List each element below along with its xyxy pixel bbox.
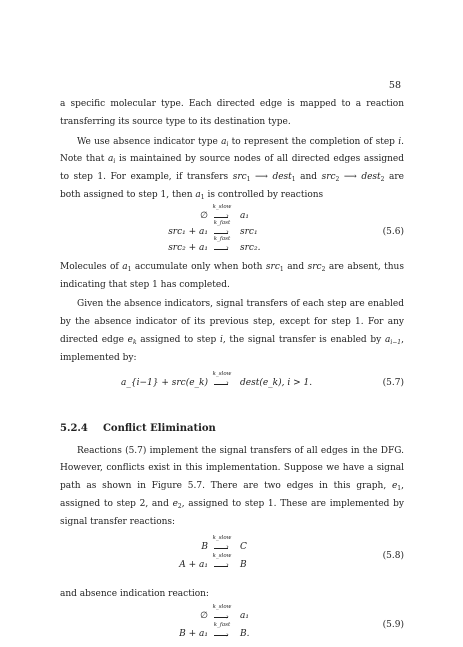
paragraph-4: Given the absence indicators, signal transfers of each step are enabled by the absence indicator of its previous step, except for step 1. For any directed edge $e_k$ assigned to step i, the signal transfer is enabled by $a_{i-1}$, implemented by:: [60, 299, 404, 363]
equation-number: (5.8): [382, 550, 404, 561]
section-title: Conflict Elimination: [102, 422, 216, 434]
section-heading: [60, 416, 404, 435]
equation-rhs: B: [240, 559, 247, 570]
equation-lhs: ∅: [200, 210, 208, 221]
equation-rhs: src₂.: [240, 242, 261, 253]
rate-constant-label: k_slow: [212, 552, 232, 559]
rate-constant-label: k_fast: [213, 235, 231, 242]
rate-constant-label: k_fast: [213, 622, 231, 629]
equation-number: (5.7): [382, 377, 404, 388]
equation-number: (5.6): [382, 226, 404, 237]
equation-row: src₁ + a₁ k_fast › src₁ (5.6): [168, 219, 404, 237]
section-number: 5.2.4: [60, 422, 88, 434]
rate-constant-label: k_fast: [213, 219, 231, 226]
equation-rhs: dest(e_k), i > 1.: [240, 377, 313, 388]
rate-constant-label: k_slow: [212, 203, 232, 210]
page-body: [60, 96, 404, 647]
equation-5-8: [60, 534, 404, 578]
equation-lhs: B + a₁: [179, 629, 208, 640]
equation-lhs: src₂ + a₁: [168, 242, 208, 253]
equation-lhs: B: [201, 541, 208, 552]
paragraph-6: and absence indication reaction:: [60, 588, 209, 599]
paragraph-1: a specific molecular type. Each directed edge is mapped to a reaction transferring its source type to its destination type.: [60, 99, 404, 127]
rate-constant-label: k_slow: [212, 370, 232, 377]
equation-lhs: a_{i−1} + src(e_k): [121, 377, 208, 388]
paragraph-5: Reactions (5.7) implement the signal transfers of all edges in the DFG. However, conflicts exist in this implementation. Suppose we have a signal path as shown in Figure 5.7. There are two edges in this graph, $e_1$, assigned to step 2, and $e_2$, assigned to step 1. These are implemented by signal transfer reactions:: [60, 445, 404, 527]
page-number: 58: [388, 80, 401, 91]
paragraph-3: Molecules of $a_1$ accumulate only when both src$_1$ and src$_2$ are absent, thus indicating that step 1 has completed.: [60, 261, 404, 290]
equation-5-7: [60, 370, 404, 396]
equation-row: A + a₁ k_slow › B: [179, 552, 247, 570]
equation-rhs: B.: [240, 629, 250, 640]
equation-5-6: [60, 203, 404, 259]
rate-constant-label: k_slow: [212, 604, 232, 611]
equation-5-9: [60, 604, 404, 647]
equation-lhs: A + a₁: [179, 559, 208, 570]
equation-row: B + a₁ k_fast › B.: [179, 622, 250, 640]
equation-rhs: src₁: [240, 226, 258, 237]
equation-rhs: C: [240, 541, 247, 552]
paragraph-2: We use absence indicator type $a_i$ to represent the completion of step i. Note that $a_i$ is maintained by source nodes of all directed edges assigned to step 1. For example, if transfers src$_1$ ⟶ dest$_1$ and src$_2$ ⟶ dest$_2$ are both assigned to step 1, then $a_1$ is controlled by reactions: [60, 136, 405, 201]
equation-rhs: a₁: [240, 210, 249, 221]
equation-rhs: a₁: [240, 611, 249, 622]
equation-lhs: ∅: [200, 611, 208, 622]
equation-number: (5.9): [382, 620, 404, 631]
equation-row: ∅ k_slow › a₁: [200, 203, 249, 221]
equation-lhs: src₁ + a₁: [168, 226, 208, 237]
rate-constant-label: k_slow: [212, 534, 232, 541]
equation-row: ∅ k_slow › a₁: [200, 604, 249, 622]
equation-row: a_{i−1} + src(e_k) k_slow › dest(e_k), i > 1. (5.7): [121, 370, 404, 388]
equation-row: B k_slow › C: [201, 534, 247, 552]
equation-row: src₂ + a₁ k_fast › src₂.: [168, 235, 261, 253]
